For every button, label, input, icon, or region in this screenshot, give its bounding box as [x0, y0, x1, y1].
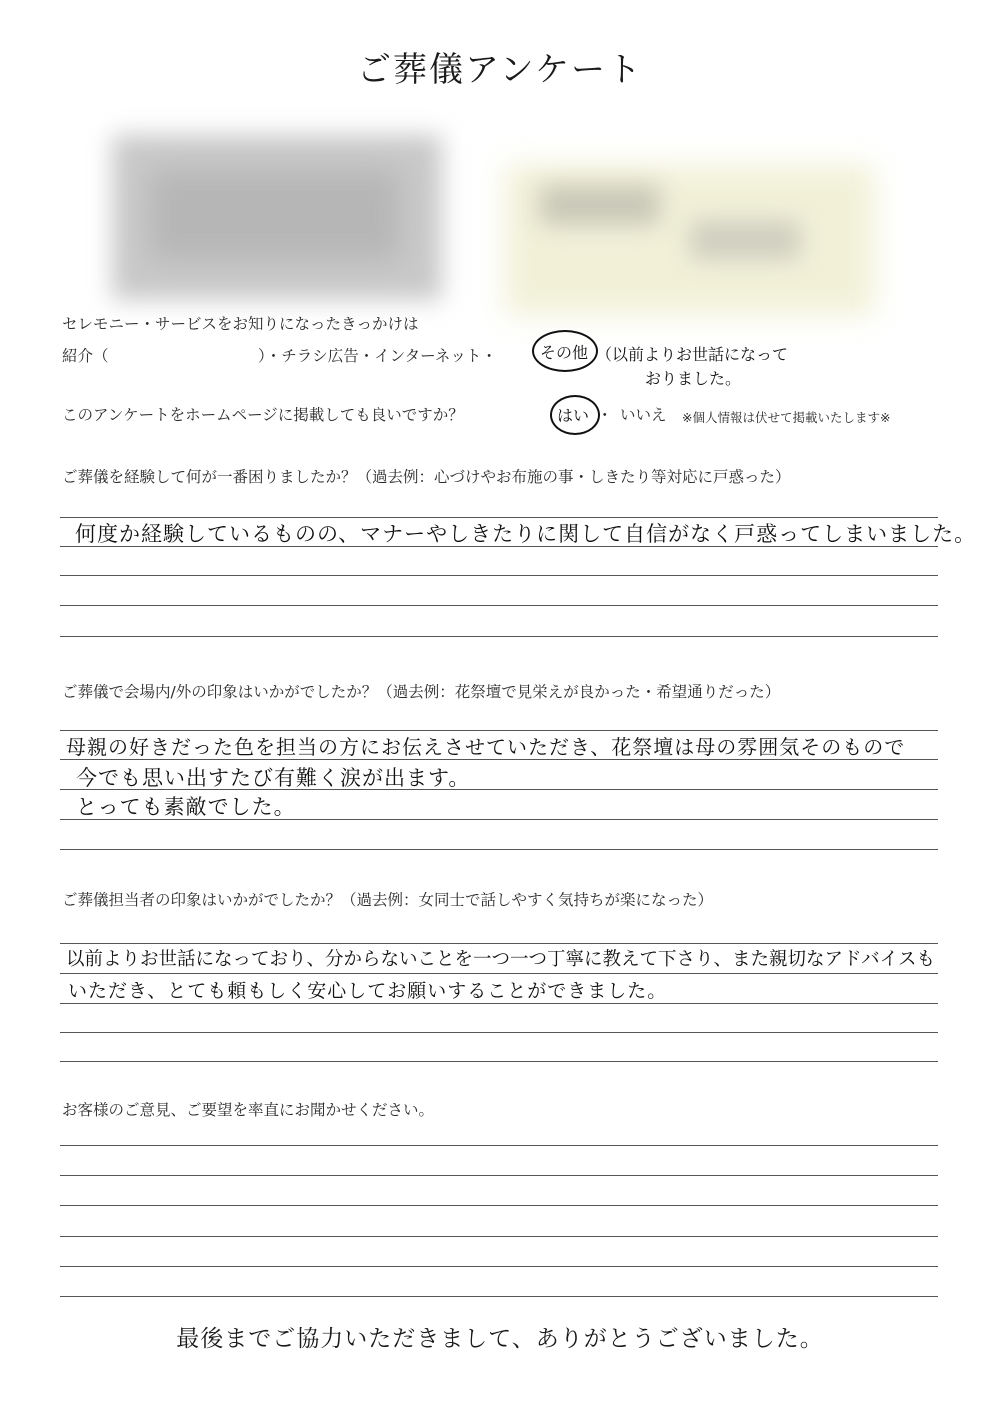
answer-line	[60, 1061, 938, 1062]
section-2-question: ご葬儀で会場内/外の印象はいかがでしたか？（過去例：花祭壇で見栄えが良かった・希望通りだった）	[62, 683, 781, 701]
answer-line	[60, 1003, 938, 1004]
source-selected-option: その他	[540, 343, 589, 362]
privacy-note: ※個人情報は伏せて掲載いたします※	[682, 410, 891, 425]
section-2-answer-2: 今でも思い出すたび有難く涙が出ます。	[76, 766, 471, 790]
publish-yes-option: はい	[557, 406, 590, 425]
answer-line	[60, 1032, 938, 1033]
section-3-question: ご葬儀担当者の印象はいかがでしたか？（過去例：女同士で話しやすく気持ちが楽になった）	[62, 891, 714, 909]
closing-message: 最後までご協力いただきまして、ありがとうございました。	[176, 1326, 824, 1352]
section-2-answer-3: とっても素敵でした。	[76, 795, 296, 819]
answer-line	[60, 1266, 938, 1267]
redacted-photo-right-detail-a	[540, 185, 660, 225]
section-2-answer-1: 母親の好きだった色を担当の方にお伝えさせていただき、花祭壇は母の雰囲気そのもので	[66, 735, 906, 759]
answer-line	[60, 575, 938, 576]
redacted-photo-left-detail	[150, 170, 400, 260]
section-1-answer-1: 何度か経験しているものの、マナーやしきたりに関して自信がなく戸惑ってしまいました。	[75, 522, 977, 546]
answer-line	[60, 849, 938, 850]
source-options: ）・チラシ広告・インターネット・	[258, 347, 497, 365]
answer-line	[60, 1205, 938, 1206]
answer-line	[60, 1175, 938, 1176]
answer-line	[60, 1296, 938, 1297]
publish-no-option: いいえ	[620, 406, 667, 424]
document-title: ご葬儀アンケート	[357, 50, 643, 90]
source-intro: 紹介（	[62, 347, 109, 365]
answer-line	[60, 636, 938, 637]
source-answer-line1: （以前よりお世話になって	[596, 345, 789, 364]
section-3-answer-1: 以前よりお世話になっており、分からないことを一つ一つ丁寧に教えて下さり、また親切なアドバイスも	[66, 949, 935, 970]
section-4-question: お客様のご意見、ご要望を率直にお聞かせください。	[62, 1101, 435, 1119]
section-3-answer-2: いただき、とても頼もしく安心してお願いすることができました。	[68, 980, 668, 1002]
section-1-question: ご葬儀を経験して何が一番困りましたか？（過去例：心づけやお布施の事・しきたり等対応に戸惑った）	[62, 468, 791, 486]
answer-line	[60, 1145, 938, 1146]
source-question-label: セレモニー・サービスをお知りになったきっかけは	[62, 315, 419, 333]
answer-line	[60, 605, 938, 606]
answer-line	[60, 1236, 938, 1237]
answer-line	[60, 973, 938, 974]
redacted-photo-right-detail-b	[690, 220, 800, 260]
source-answer-line2: おりました。	[645, 369, 742, 388]
publish-question-label: このアンケートをホームページに掲載しても良いですか？	[62, 406, 464, 424]
answer-line	[60, 943, 938, 944]
publish-yes-circle	[550, 395, 600, 435]
publish-separator: ・	[597, 406, 613, 424]
source-selection-circle	[532, 330, 598, 372]
